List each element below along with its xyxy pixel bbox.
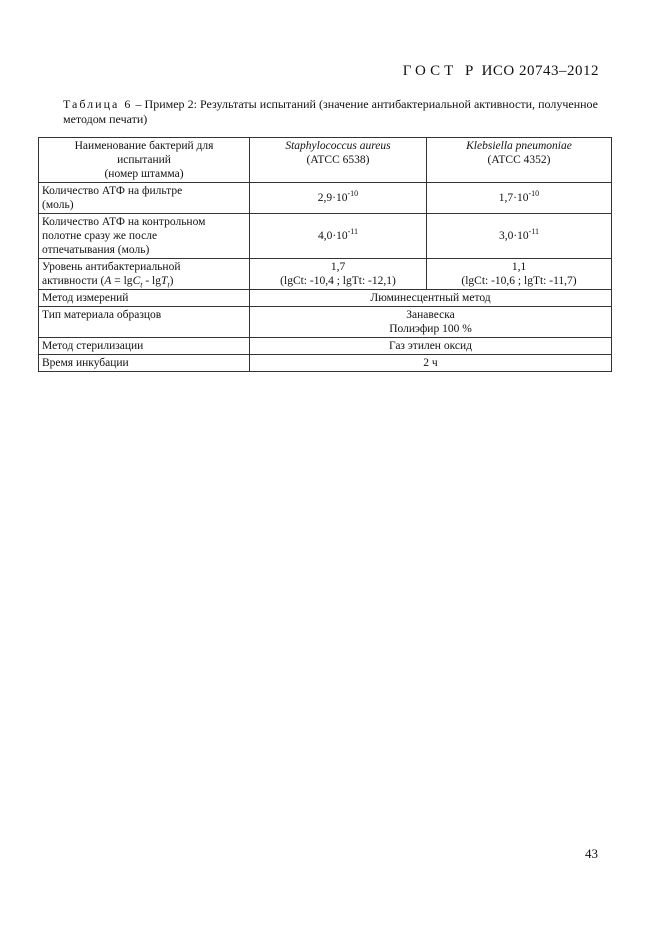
value-cell: Газ этилен оксид: [250, 338, 612, 355]
label-text: Уровень антибактериальной: [42, 261, 181, 273]
value-text: Полиэфир 100 %: [389, 323, 472, 335]
activity-value: 1,7: [330, 261, 346, 273]
label-text: Количество АТФ на фильтре: [42, 185, 183, 197]
row-label: [39, 259, 250, 290]
row-label: Тип материала образцов: [39, 307, 250, 338]
label-fragment: ): [169, 275, 174, 287]
header-text: (номер штамма): [104, 168, 184, 180]
value-exponent: -10: [347, 189, 359, 199]
header-cell-staphylococcus: [250, 138, 427, 183]
formula-symbol: C: [132, 275, 141, 287]
strain-number: (ATCC 6538): [306, 154, 370, 166]
value-cell: Люминесцентный метод: [250, 290, 612, 307]
formula-symbol: A: [104, 275, 112, 287]
value-cell: [250, 214, 427, 259]
value-cell: [427, 259, 612, 290]
row-label: [39, 214, 250, 259]
table-caption: [63, 97, 598, 127]
value-cell: [427, 214, 612, 259]
value-base: 4,0·10: [317, 230, 348, 242]
table-row: [39, 259, 612, 290]
row-label: Метод стерилизации: [39, 338, 250, 355]
activity-value: 1,1: [511, 261, 527, 273]
value-exponent: -11: [347, 227, 359, 237]
label-fragment: - lg: [142, 275, 161, 287]
value-exponent: -11: [528, 227, 540, 237]
label-text: [42, 274, 246, 288]
value-cell: [250, 259, 427, 290]
document-header: [403, 63, 599, 80]
table-row: [39, 338, 612, 355]
label-text: отпечатывания (моль): [42, 244, 150, 256]
value-text: Занавеска: [406, 309, 455, 321]
strain-number: (ATCC 4352): [487, 154, 551, 166]
table-row: [39, 355, 612, 372]
label-fragment: = lg: [111, 275, 133, 287]
page-number: 43: [585, 846, 598, 861]
value-exponent: -10: [528, 189, 540, 199]
label-text: (моль): [42, 199, 74, 211]
formula-subscript: t: [167, 280, 170, 290]
value-base: 2,9·10: [317, 192, 348, 204]
header-text: Наименование бактерий для: [74, 140, 214, 152]
header-text: испытаний: [117, 154, 171, 166]
standard-prefix: ГОСТ Р: [402, 63, 478, 79]
value-cell: [250, 183, 427, 214]
species-name: Klebsiella pneumoniae: [466, 140, 572, 152]
label-text: полотне сразу же после: [42, 230, 158, 242]
value-base: 1,7·10: [498, 192, 529, 204]
table-row: [39, 290, 612, 307]
row-label: [39, 183, 250, 214]
activity-detail: (lgCt: -10,6 ; lgTt: -11,7): [461, 275, 577, 287]
label-fragment: активности (: [42, 275, 105, 287]
table-row: [39, 183, 612, 214]
header-cell-bacteria: [39, 138, 250, 183]
activity-detail: (lgCt: -10,4 ; lgTt: -12,1): [280, 275, 396, 287]
value-cell: [250, 307, 612, 338]
table-row: [39, 307, 612, 338]
table-header-row: [39, 138, 612, 183]
value-cell: [427, 183, 612, 214]
table-title: – Пример 2: Результаты испытаний (значение антибактериальной активности, полученное методом печати): [63, 97, 599, 126]
table-label: Таблица 6: [63, 97, 133, 111]
standard-number: ИСО 20743–2012: [481, 63, 599, 79]
label-text: Количество АТФ на контрольном: [42, 216, 206, 228]
formula-symbol: T: [161, 275, 168, 287]
value-cell: 2 ч: [250, 355, 612, 372]
results-table: [38, 137, 612, 372]
table-row: [39, 214, 612, 259]
species-name: Staphylococcus aureus: [285, 140, 391, 152]
row-label: Время инкубации: [39, 355, 250, 372]
header-cell-klebsiella: [427, 138, 612, 183]
row-label: Метод измерений: [39, 290, 250, 307]
formula-subscript: t: [140, 280, 143, 290]
value-base: 3,0·10: [498, 230, 529, 242]
